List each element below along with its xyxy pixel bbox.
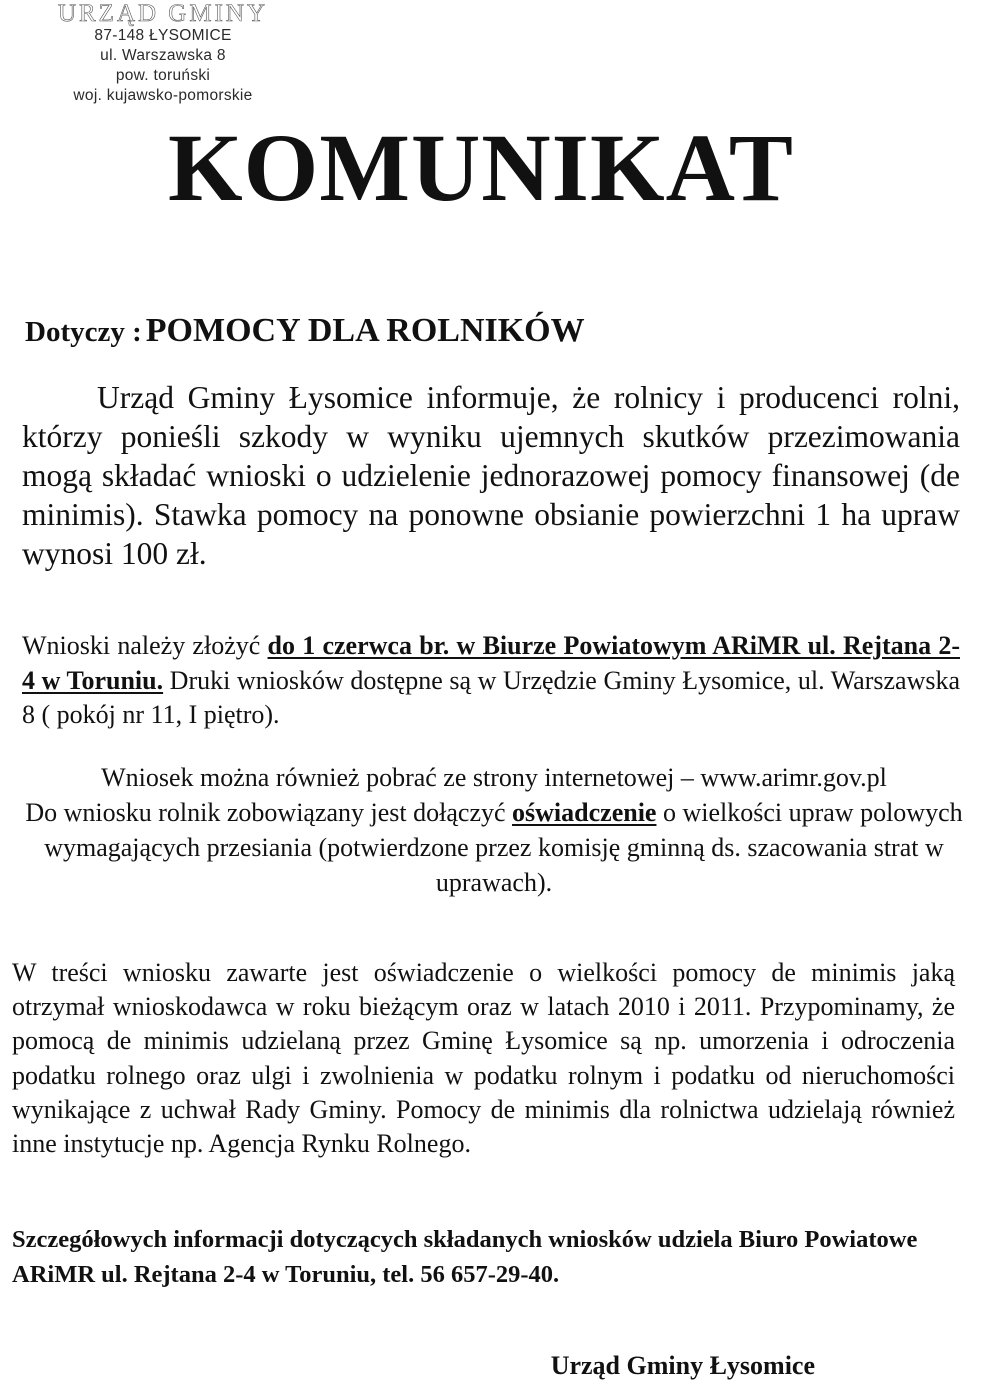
- download-line: Wniosek można również pobrać ze strony internetowej – www.arimr.gov.pl: [101, 763, 887, 792]
- paragraph-deadline: [22, 629, 960, 733]
- office-stamp: [28, 2, 298, 106]
- statement-rest: o wielkości upraw polowych wymagających przesiania (potwierdzone przez komisję gminną ds. szacowania strat w uprawach).: [44, 798, 963, 897]
- statement-highlight: oświadczenie: [512, 798, 657, 827]
- stamp-county: pow. toruński: [115, 67, 211, 84]
- stamp-office-name: URZĄD GMINY: [57, 0, 269, 27]
- stamp-postal: 87-148 ŁYSOMICE: [94, 27, 232, 44]
- deadline-highlight: do 1 czerwca br. w Biurze Powiatowym ARiMR ul. Rejtana 2-4 w Toruniu.: [22, 631, 960, 695]
- document-title: KOMUNIKAT: [168, 114, 794, 221]
- paragraph-intro: Urząd Gminy Łysomice informuje, że rolnicy i producenci rolni, którzy ponieśli szkody w wyniku ujemnych skutków przezimowania mogą składać wnioski o udzielenie jednorazowej pomocy finansowej (de minimis). Stawka pomocy na ponowne obsianie powierzchni 1 ha upraw wynosi 100 zł.: [22, 380, 960, 571]
- statement-lead: Do wniosku rolnik zobowiązany jest dołączyć: [25, 798, 513, 827]
- subject-line: [25, 306, 585, 362]
- stamp-street: ul. Warszawska 8: [100, 47, 226, 64]
- stamp-voivodeship: woj. kujawsko-pomorskie: [73, 87, 253, 104]
- deadline-lead: Wnioski należy złożyć: [22, 631, 268, 660]
- subject-label: Dotyczy :: [25, 316, 142, 348]
- signature: Urząd Gminy Łysomice: [550, 1351, 815, 1380]
- subject-value: POMOCY DLA ROLNIKÓW: [145, 312, 585, 349]
- paragraph-de-minimis: W treści wniosku zawarte jest oświadczenie o wielkości pomocy de minimis jaką otrzymał wnioskodawca w roku bieżącym oraz w latach 2010 i 2011. Przypominamy, że pomocą de minimis udzielaną przez Gminę Łysomice są np. umorzenia i odroczenia podatku rolnego oraz ulgi i zwolnienia w podatku rolnym i podatku od nieruchomości wynikające z uchwał Rady Gminy. Pomocy de minimis dla rolnictwa udzielają również inne instytucje np. Agencja Rynku Rolnego.: [12, 958, 955, 1159]
- paragraph-contact: Szczegółowych informacji dotyczących składanych wniosków udziela Biuro Powiatowe ARiMR ul. Rejtana 2-4 w Toruniu, tel. 56 657-29-40.: [12, 1226, 918, 1288]
- deadline-rest: Druki wniosków dostępne są w Urzędzie Gminy Łysomice, ul. Warszawska 8 ( pokój nr 11, I piętro).: [22, 665, 961, 729]
- paragraph-download: [18, 760, 970, 900]
